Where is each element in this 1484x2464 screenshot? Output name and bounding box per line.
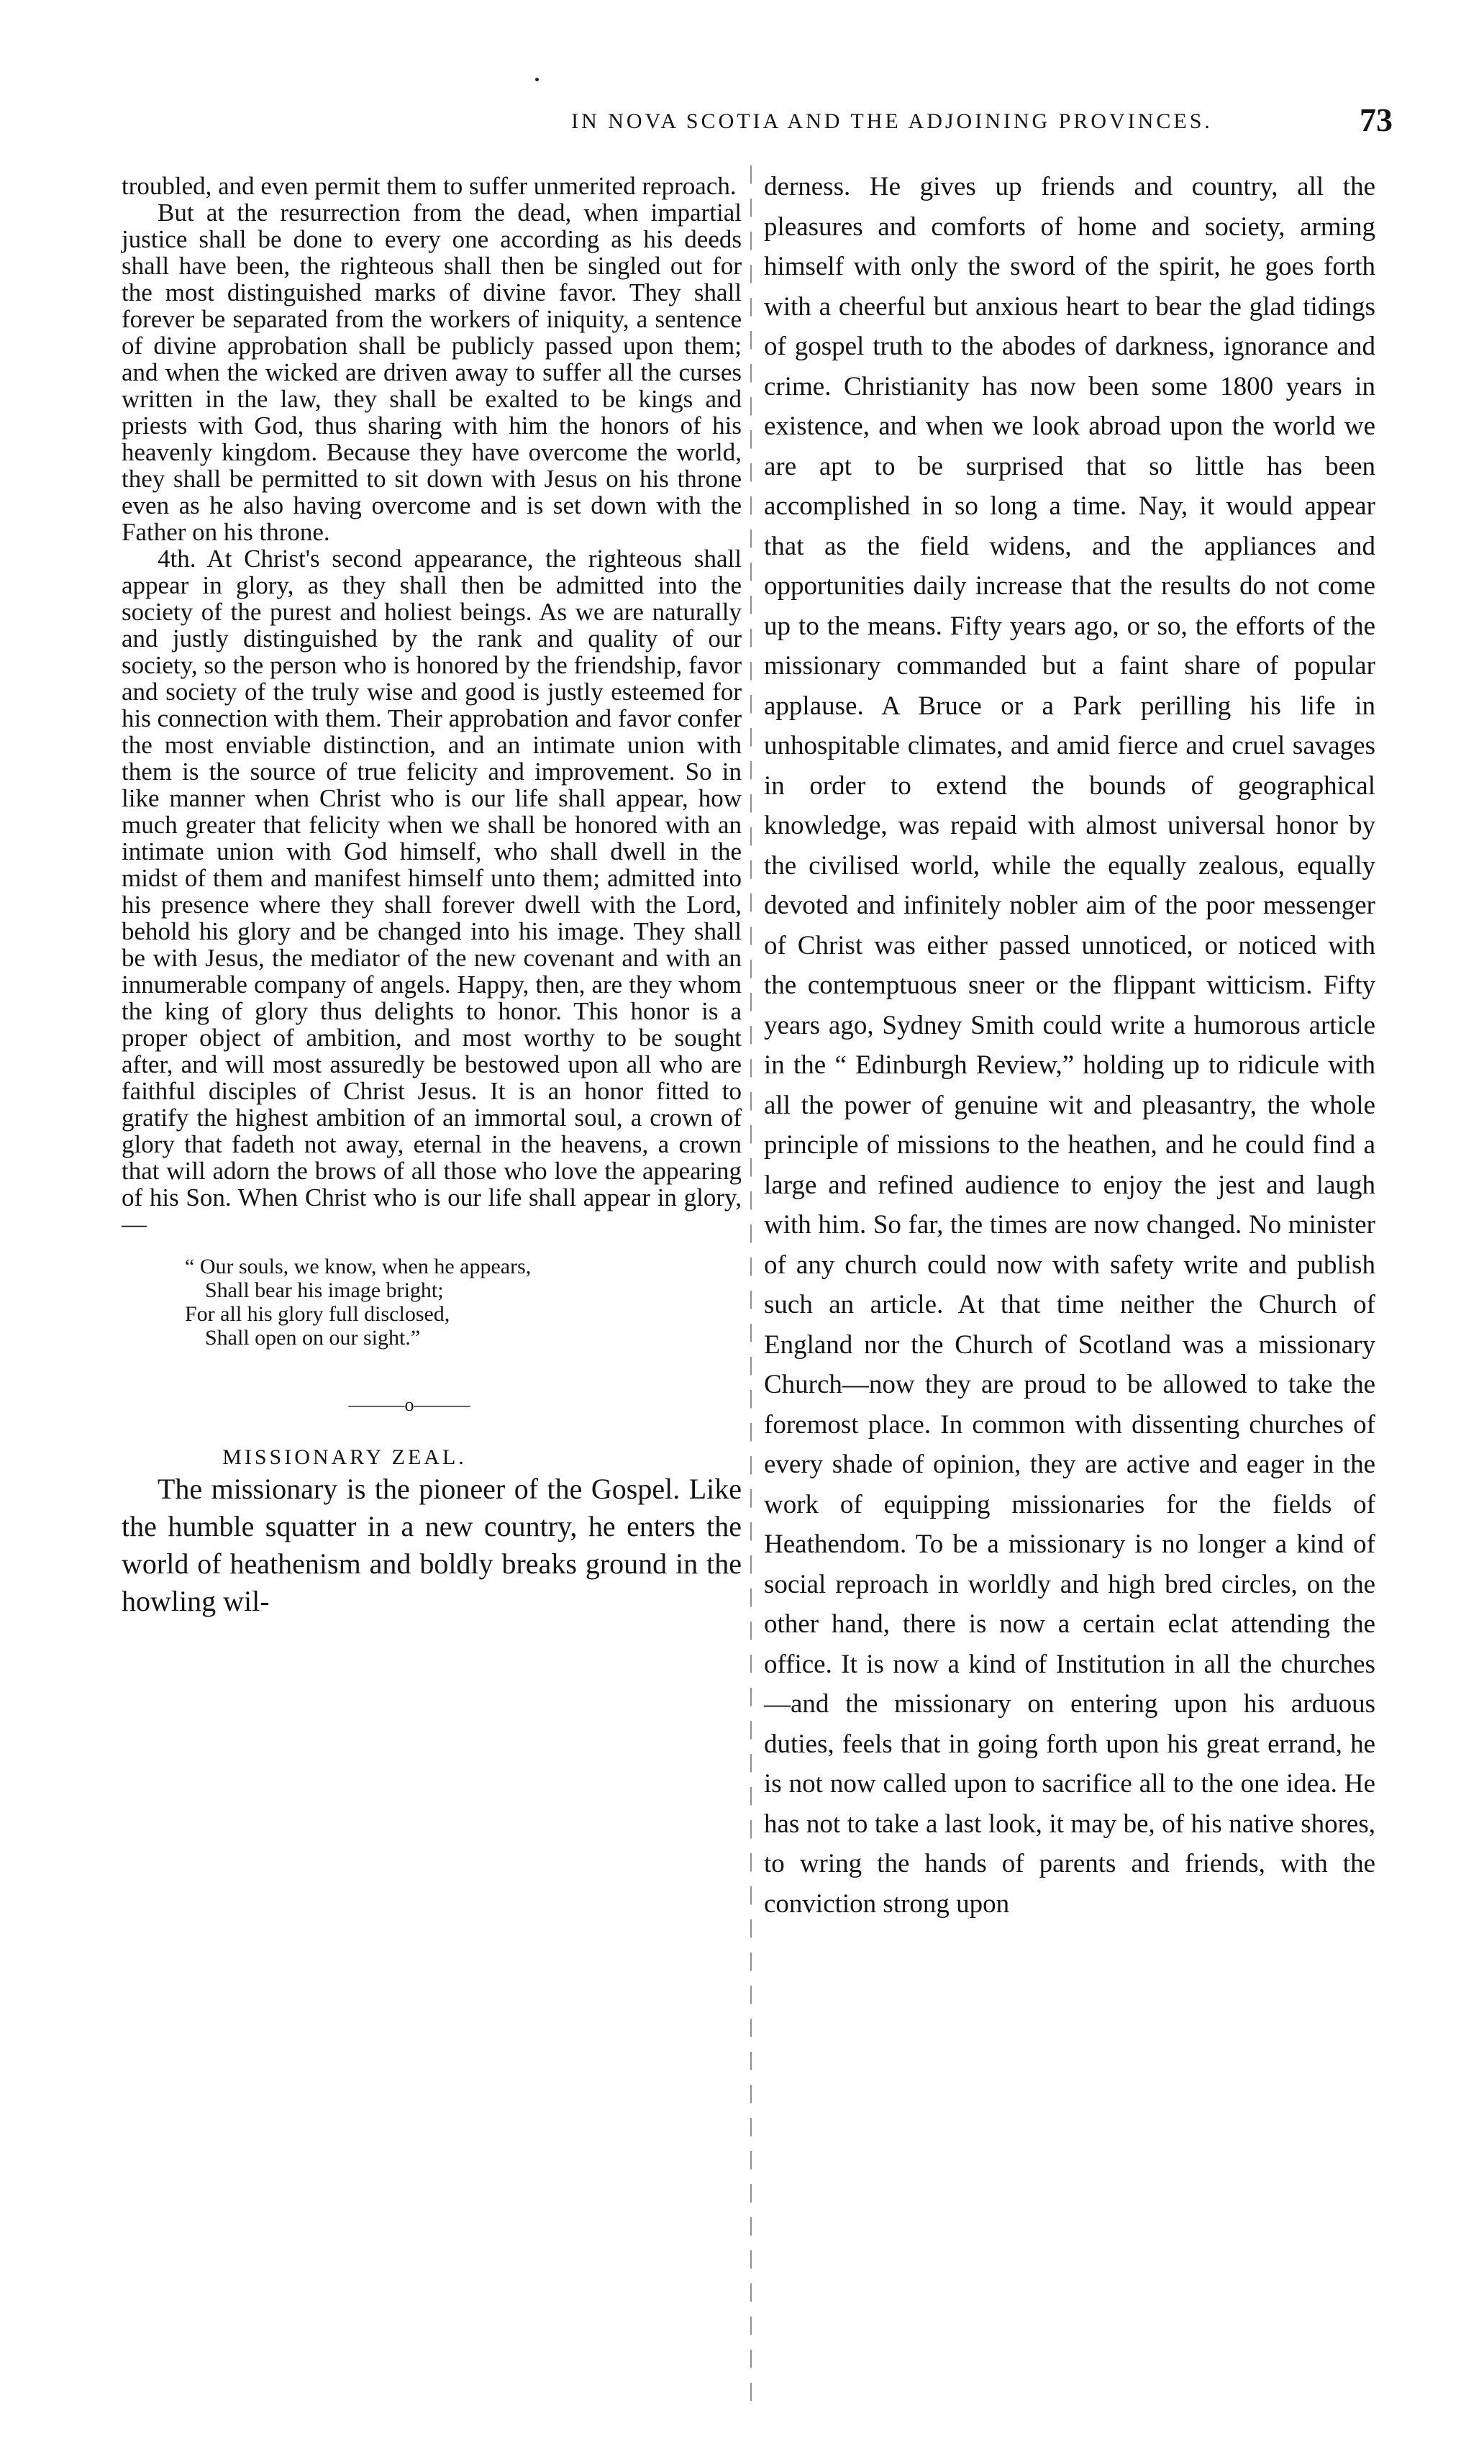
section-separator: ———o——— <box>348 1394 470 1415</box>
poem-line: Shall bear his image bright; <box>205 1278 444 1302</box>
paragraph: 4th. At Christ's second appearance, the righteous shall appear in glory, as they shall then be admitted into the society of the purest and holiest beings. As we are naturally and justly distinguished by the rank and quality of our society, so the person who is honored by the friendship, favor and society of the truly wise and good is justly esteemed for his connection with them. Their approbation and favor confer the most enviable distinction, and an intimate union with them is the source of true felicity and improvement. So in like manner when Christ who is our life shall appear, how much greater that felicity when we shall be honored with an intimate union with God himself, who shall dwell in the midst of them and manifest himself unto them; admitted into his presence where they shall forever dwell with the Lord, behold his glory and be changed into his image. They shall be with Jesus, the mediator of the new covenant and with an innumerable company of angels. Happy, then, are they whom the king of glory thus delights to honor. This honor is a proper object of ambition, and most worthy to be sought after, and will most assuredly be bestowed upon all who are faithful disciples of Christ Jesus. It is an honor fitted to gratify the highest ambition of an immortal soul, a crown of glory that fadeth not away, eternal in the heavens, a crown that will adorn the brows of all those who love the appearing of his Son. When Christ who is our life shall appear in glory,— <box>122 545 742 1238</box>
running-head: IN NOVA SCOTIA AND THE ADJOINING PROVINCES. <box>571 109 1213 133</box>
paragraph: But at the resurrection from the dead, when impartial justice shall be done to every one according as his deeds shall have been, the righteous shall then be singled out for the most distinguished marks of divine favor. They shall forever be separated from the workers of iniquity, a sentence of divine approbation shall be publicly passed upon them; and when the wicked are driven away to suffer all the curses written in the law, they shall be exalted to be kings and priests with God, thus sharing with him the honors of his heavenly kingdom. Because they have overcome the world, they shall be permitted to sit down with Jesus on his throne even as he also having overcome and is set down with the Father on his throne. <box>122 199 742 546</box>
right-column <box>764 167 1375 1924</box>
paragraph: derness. He gives up friends and country, all the pleasures and comforts of home and society, arming himself with only the sword of the spirit, he goes forth with a cheerful but anxious heart to bear the glad tidings of gospel truth to the abodes of darkness, ignorance and crime. Christianity has now been some 1800 years in existence, and when we look abroad upon the world we are apt to be surprised that so little has been accomplished in so long a time. Nay, it would appear that as the field widens, and the appliances and opportunities daily increase that the results do not come up to the means. Fifty years ago, or so, the efforts of the missionary commanded but a faint share of popular applause. A Bruce or a Park perilling his life in unhospitable climates, and amid fierce and cruel savages in order to extend the bounds of geographical knowledge, was repaid with almost universal honor by the civilised world, while the equally zealous, equally devoted and infinitely nobler aim of the poor messenger of Christ was either passed unnoticed, or noticed with the contemptuous sneer or the flippant witticism. Fifty years ago, Sydney Smith could write a humorous article in the “ Edinburgh Review,” holding up to ridicule with all the power of genuine wit and pleasantry, the whole principle of missions to the heathen, and he could find a large and refined audience to enjoy the jest and laugh with him. So far, the times are now changed. No minister of any church could now with safety write and publish such an article. At that time neither the Church of England nor the Church of Scotland was a missionary Church—now they are proud to be allowed to take the foremost place. In common with dissenting churches of every shade of opinion, they are active and eager in the work of equipping missionaries for the fields of Heathendom. To be a missionary is no longer a kind of social reproach in worldly and high bred circles, on the other hand, there is now a certain eclat attending the office. It is now a kind of Institution in all the churches—and the missionary on entering upon his arduous duties, feels that in going forth upon his great errand, he is not now called upon to sacrifice all to the one idea. He has not to take a last look, it may be, of his native shores, to wring the hands of parents and friends, with the conviction strong upon <box>764 172 1375 1919</box>
column-divider <box>750 165 752 2403</box>
paragraph: troubled, and even permit them to suffer unmerited reproach. <box>122 172 737 200</box>
hymn-quote <box>185 1255 742 1350</box>
poem-line: For all his glory full disclosed, <box>185 1302 450 1326</box>
left-column <box>122 173 742 1620</box>
poem-line: Shall open on our sight.” <box>205 1326 421 1350</box>
section-heading: MISSIONARY ZEAL. <box>222 1445 467 1469</box>
paragraph: The missionary is the pioneer of the Gospel. Like the humble squatter in a new country, he enters the world of heathenism and boldly breaks ground in the howling wil- <box>122 1473 742 1617</box>
page-number: 73 <box>1360 101 1393 138</box>
poem-line: “ Our souls, we know, when he appears, <box>185 1255 532 1278</box>
ink-speck <box>535 78 539 81</box>
